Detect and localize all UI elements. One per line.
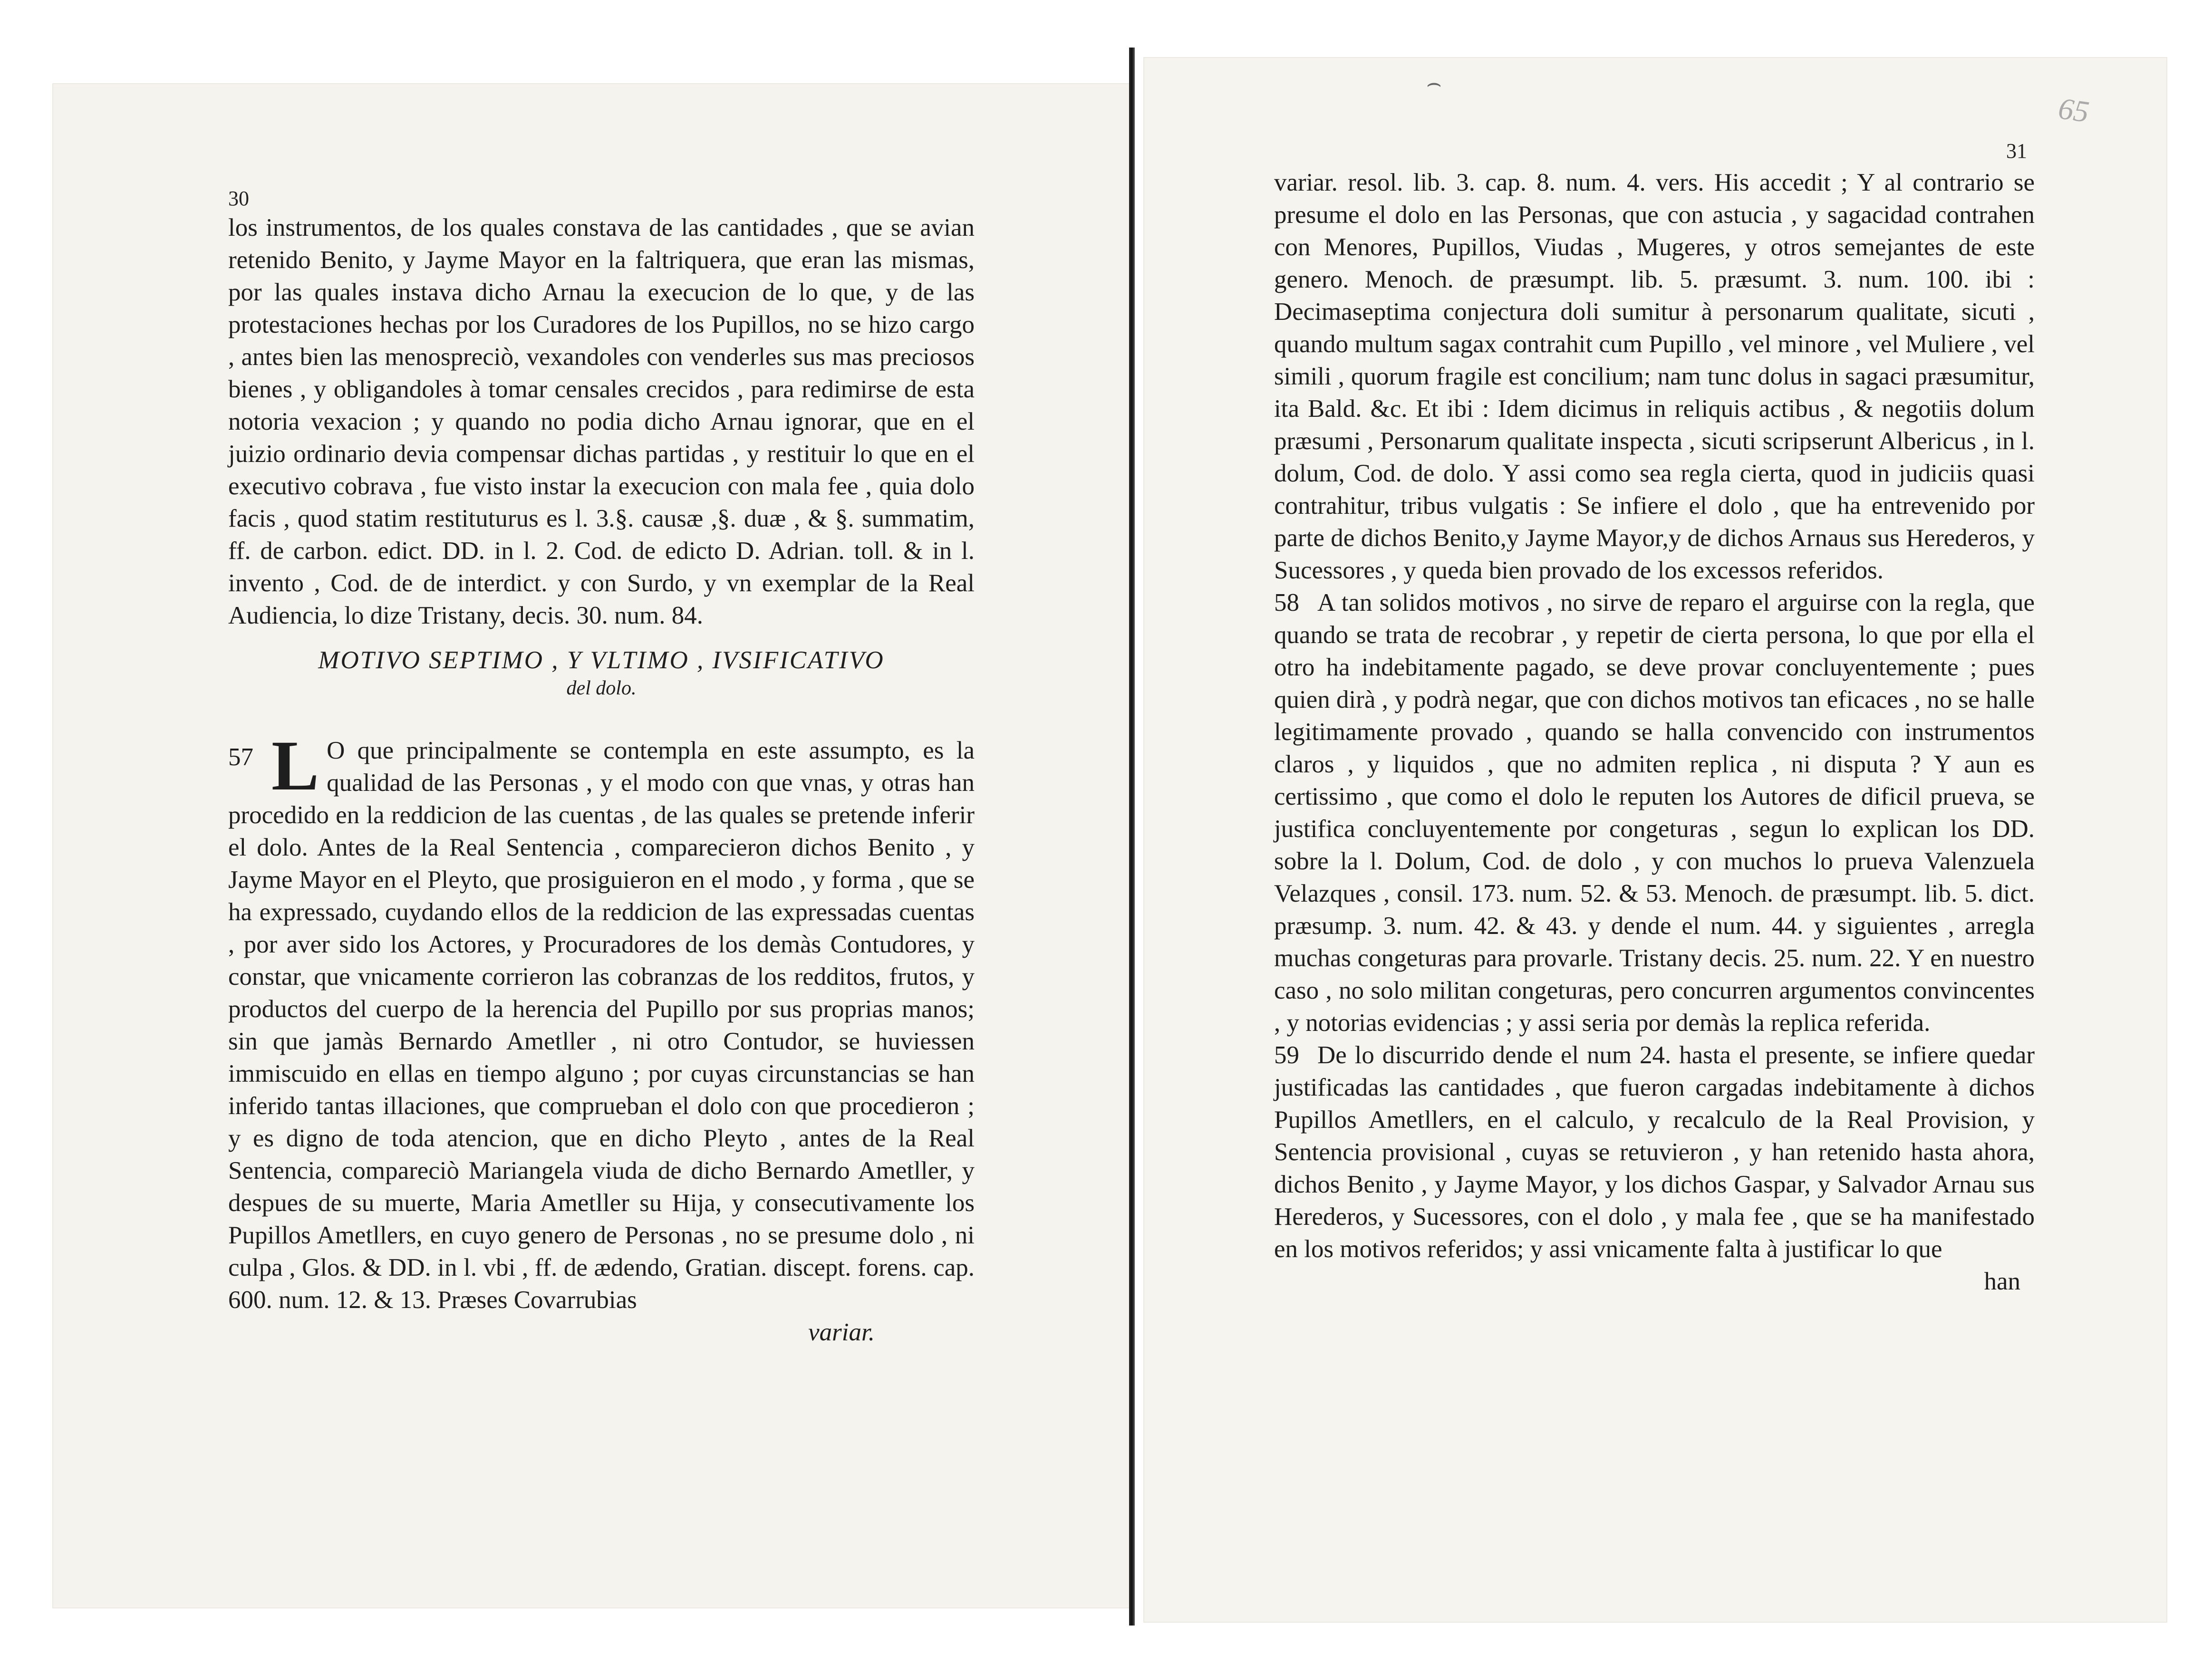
left-page-number: 30 [228,187,249,210]
left-intro-paragraph: los instrumentos, de los quales constava de las cantidades , que se avian retenido Benito, y Jayme Mayor en la faltriquera, que eran las mismas, por las quales instava dicho Arnau la execucion de lo que, y de las protestaciones hechas por los Curadores de los Pupillos, no se hizo cargo , antes bien las menospreciò, vexandoles con venderles sus mas preciosos bienes , y obligandoles à tomar censales crecidos , para redimirse de esta notoria vexacion ; y quando no podia dicho Arnau ignorar, que en el juizio ordinario devia compensar dichas partidas , y restituir lo que en el executivo cobrava , fue visto instar la execucion con mala fee , quia dolo facis , quod statim restituturus es l. 3.§. causæ ,§. duæ , & §. summatim, ff. de carbon. edict. DD. in l. 2. Cod. de edicto D. Adrian. toll. & in l. invento , Cod. de de interdict. y con Surdo, y vn exemplar de la Real Audiencia, lo dize Tristany, decis. 30. num. 84. [228,214,975,629]
paragraph-number-57: 57 [228,743,253,771]
corner-mark: ⌢ [1426,69,1442,96]
drop-cap: L [271,726,319,805]
left-catchword: variar. [808,1318,875,1346]
paragraph-number-59: 59 [1274,1041,1299,1069]
section-heading: MOTIVO SEPTIMO , Y VLTIMO , IVSIFICATIVO [318,646,885,674]
right-text-column [1274,166,2035,1298]
book-gutter [1129,48,1135,1626]
right-catchword: han [1984,1268,2020,1295]
right-page-number: 31 [2006,139,2027,163]
paragraph-number-58: 58 [1274,589,1299,616]
paragraph-57-text: O que principalmente se contempla en este assumpto, es la qualidad de las Personas , y el modo con que vnas, y otras han procedido en la reddicion de las cuentas , de las quales se pretende inferir el dolo. Antes de la Real Sentencia , comparecieron dichos Benito , y Jayme Mayor en el Pleyto, que prosiguieron en el modo , y forma , que se ha expressado, cuydando ellos de la reddicion de las expressadas cuentas , por aver sido los Actores, y Procuradores de los demàs Contudores, y constar, que vnicamente corrieron las cobranzas de los redditos, frutos, y productos del cuerpo de la herencia del Pupillo por sus proprias manos; sin que jamàs Bernardo Ametller , ni otro Contudor, se huviessen immiscuido en ellas en tiempo alguno ; por cuyas circunstancias se han inferido tantas illaciones, que comprueban el dolo con que procedieron ; y es digno de toda atencion, que en dicho Pleyto , antes de la Real Sentencia, compareciò Mariangela viuda de dicho Bernardo Ametller, y despues de su muerte, Maria Ametller su Hija, y consecutivamente los Pupillos Ametllers, en cuyo genero de Personas , no se presume dolo , ni culpa , Glos. & DD. in l. vbi , ff. de ædendo, Gratian. discept. forens. cap. 600. num. 12. & 13. Præses Covarrubias [228,737,975,1314]
paragraph-58 [1274,587,2035,1039]
paragraph-58-text: A tan solidos motivos , no sirve de reparo el arguirse con la regla, que quando se trata de recobrar , y repetir de cierta persona, lo que por ella el otro ha indebitamente pagado, se deve provar concluyentemente ; pues quien dirà , y podrà negar, que con dichos motivos tan eficaces , no se halle legitimamente provado , quando se halla convencido con instrumentos claros , y liquidos , que no admiten replica , ni disputa ? Y aun es certissimo , que como el dolo le reputen los Autores de dificil prueva, se justifica concluyentemente por congeturas , segun lo explican los DD. sobre la l. Dolum, Cod. de dolo , y con muchos lo prueva Valenzuela Velazques , consil. 173. num. 52. & 53. Menoch. de præsumpt. lib. 5. dict. præsump. 3. num. 42. & 43. y dende el num. 44. y siguientes , arregla muchas congeturas para provarle. Tristany decis. 25. num. 22. Y en nuestro caso , no solo militan congeturas, pero concurren argumentos convincentes , y notorias evidencias ; y assi seria por demàs la replica referida. [1274,589,2035,1037]
left-text-column [228,188,975,1348]
section-subheading: del dolo. [566,677,637,699]
paragraph-59-text: De lo discurrido dende el num 24. hasta el presente, se infiere quedar justificadas las cantidades , que fueron cargadas indebitamente à dichos Pupillos Ametllers, en el calculo, y recalculo de la Real Provision, y Sentencia provisional , cuyas se retuvieron , y han retenido hasta ahora, dichos Benito , y Jayme Mayor, y los dichos Gaspar, y Salvador Arnau sus Herederos, y Sucessores, con el dolo , y mala fee , que se ha manifestado en los motivos referidos; y assi vnicamente falta à justificar lo que [1274,1041,2035,1263]
handwritten-folio-number: 65 [2056,91,2091,129]
paragraph-57 [228,726,975,1316]
right-intro-paragraph: variar. resol. lib. 3. cap. 8. num. 4. vers. His accedit ; Y al contrario se presume el dolo en las Personas, que con astucia , y sagacidad contrahen con Menores, Pupillos, Viudas , Mugeres, y otros semejantes de este genero. Menoch. de præsumpt. lib. 5. præsumt. 3. num. 100. ibi : Decimaseptima conjectura doli sumitur à personarum qualitate, sicuti , quando multum sagax contrahit cum Pupillo , vel minore , vel Muliere , vel simili , quorum fragile est concilium; nam tunc dolus in sagaci præsumitur, ita Bald. &c. Et ibi : Idem dicimus in reliquis actibus , & negotiis dolum præsumi , Personarum qualitate inspecta , sicuti scripserunt Albericus , in l. dolum, Cod. de dolo. Y assi como sea regla cierta, quod in judiciis quasi contrahitur, tribus vulgatis : Se infiere el dolo , que ha entrevenido por parte de dichos Benito,y Jayme Mayor,y de dichos Arnaus sus Herederos, y Sucessores , y queda bien provado de los excessos referidos. [1274,169,2035,584]
paragraph-59 [1274,1039,2035,1265]
